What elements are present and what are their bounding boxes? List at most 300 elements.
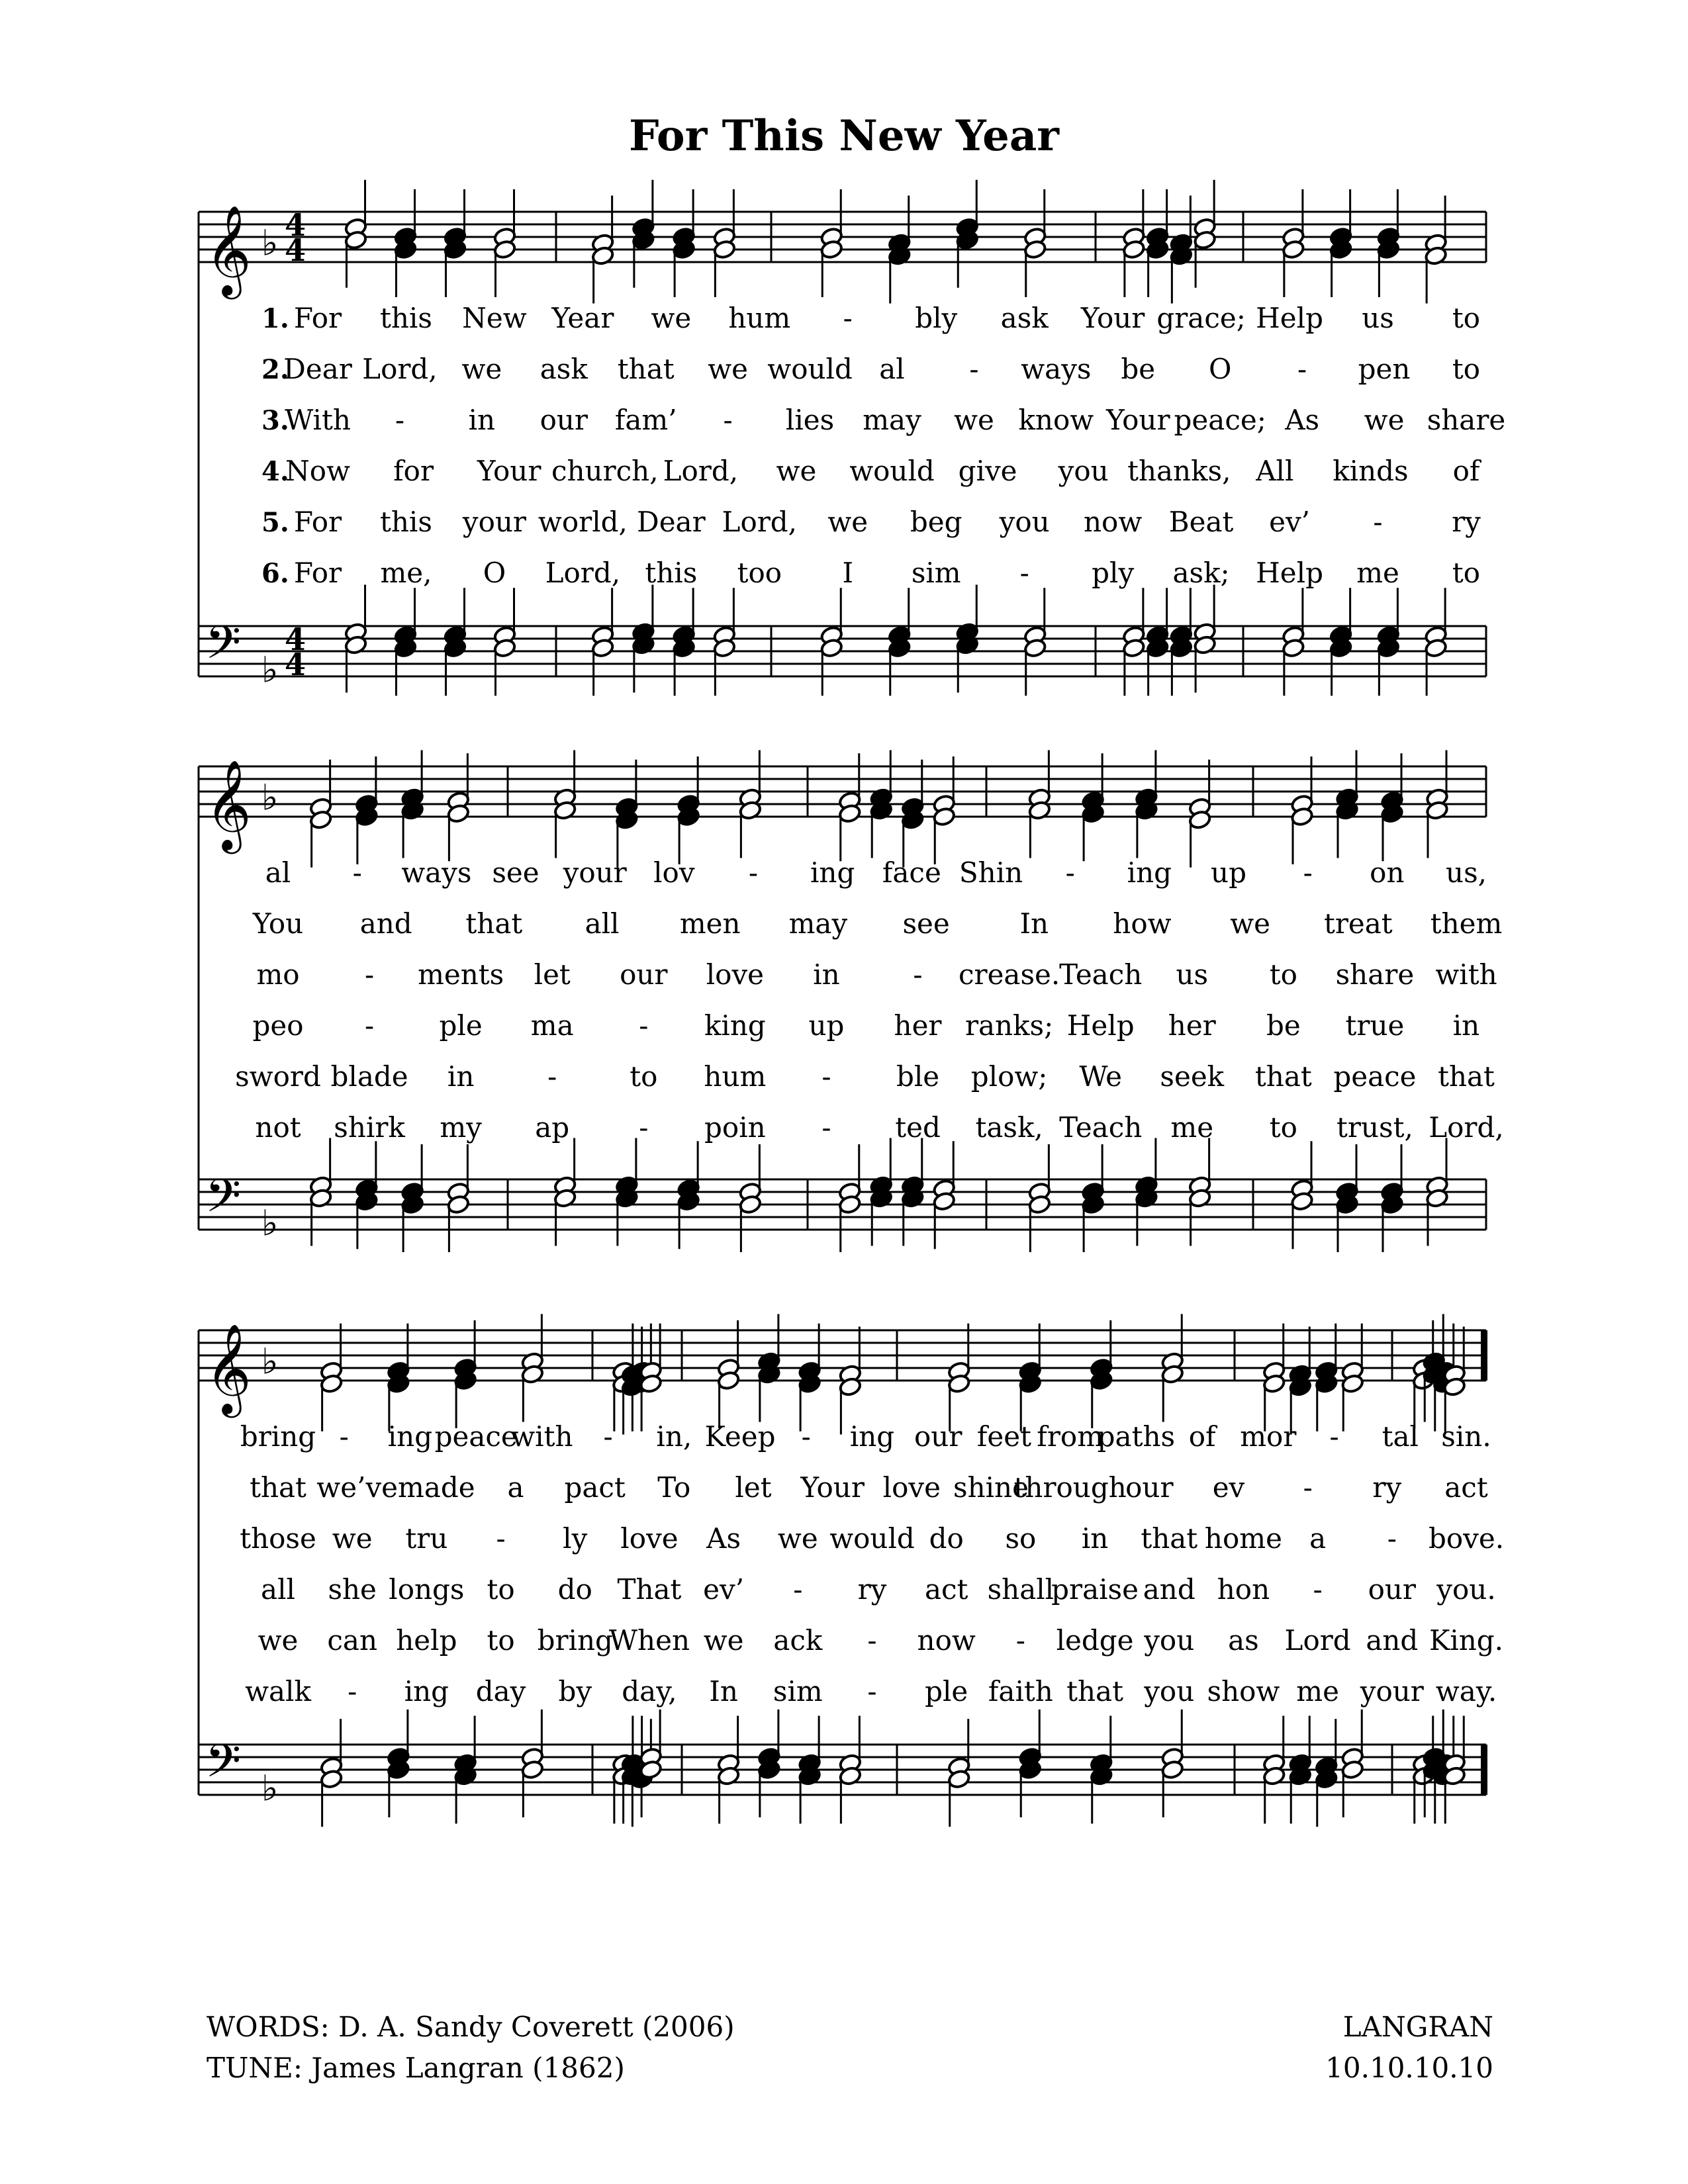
bass-note: [1282, 638, 1305, 696]
bass-note: [1380, 1195, 1404, 1252]
lyric-hyphen: -: [1065, 856, 1075, 889]
time-signature-upper: 4: [285, 621, 306, 657]
verse-number: 2.: [261, 354, 289, 385]
lyric-hyphen: -: [843, 302, 853, 334]
final-barline: [1481, 1745, 1487, 1795]
lyric-syllable: to: [1452, 302, 1481, 334]
bass-clef-icon: 𝄢: [205, 1734, 242, 1799]
lyric-syllable: my: [440, 1111, 482, 1144]
tenor-note: [1335, 1144, 1359, 1202]
tenor-note: [1424, 588, 1448, 645]
lyric-syllable: Shin: [959, 856, 1023, 889]
alto-note: [1193, 230, 1217, 287]
lyric-syllable: ry: [857, 1573, 887, 1606]
bass-note: [400, 1195, 424, 1252]
tenor-note: [1160, 1709, 1184, 1767]
lyric-syllable: O: [483, 557, 506, 589]
lyric-syllable: may: [788, 907, 848, 940]
lyric-syllable: day: [475, 1675, 526, 1707]
tenor-note: [955, 585, 979, 643]
lyric-syllable: Help: [1256, 302, 1323, 334]
lyric-syllable: that: [1254, 1060, 1312, 1093]
alto-note: [677, 807, 700, 864]
lyric-syllable: would: [849, 455, 935, 487]
tenor-note: [820, 588, 843, 645]
alto-note: [672, 240, 696, 297]
alto-note: [869, 800, 893, 858]
soprano-note: [1262, 1324, 1286, 1381]
tenor-note: [672, 588, 696, 645]
soprano-note: [717, 1320, 741, 1378]
tenor-note: [591, 588, 615, 645]
lyric-syllable: we: [954, 404, 994, 436]
soprano-note: [677, 756, 700, 814]
lyric-syllable: we: [827, 506, 868, 538]
lyric-syllable: feet: [976, 1420, 1032, 1453]
lyric-hyphen: -: [496, 1522, 506, 1555]
lyric-syllable: would: [829, 1522, 915, 1555]
lyric-syllable: we: [651, 302, 692, 334]
lyric-syllable: you: [999, 506, 1050, 538]
alto-note: [739, 800, 763, 858]
key-signature-flat: ♭: [261, 1340, 279, 1383]
lyric-syllable: ev: [1212, 1471, 1245, 1504]
lyric-syllable: us: [1362, 302, 1394, 334]
lyric-syllable: do: [557, 1573, 592, 1606]
tenor-note: [1170, 588, 1194, 645]
lyric-syllable: hum: [704, 1060, 767, 1093]
bass-note: [1315, 1769, 1338, 1827]
tenor-note: [869, 1138, 893, 1196]
lyric-syllable: ev’: [703, 1573, 745, 1606]
lyric-syllable: do: [929, 1522, 964, 1555]
lyric-syllable: sim: [911, 557, 961, 589]
lyric-syllable: on: [1370, 856, 1405, 889]
lyric-hyphen: -: [1019, 557, 1029, 589]
lyric-hyphen: -: [793, 1573, 803, 1606]
lyric-syllable: too: [737, 557, 782, 589]
lyric-syllable: ing: [849, 1420, 895, 1453]
tenor-note: [901, 1138, 925, 1196]
lyric-syllable: we: [258, 1624, 299, 1657]
lyric-syllable: up: [808, 1009, 845, 1042]
lyric-hyphen: -: [821, 1060, 831, 1093]
lyric-syllable: Dear: [283, 353, 352, 385]
soprano-note: [493, 189, 517, 247]
tenor-note: [888, 588, 912, 645]
lyric-syllable: this: [380, 302, 432, 334]
lyric-syllable: ry: [1372, 1471, 1402, 1504]
lyric-syllable: Your: [1106, 404, 1170, 436]
time-signature-lower: 4: [285, 232, 306, 268]
alto-note: [1146, 240, 1170, 297]
lyric-syllable: know: [1018, 404, 1094, 436]
lyric-syllable: bring: [240, 1420, 316, 1453]
lyric-syllable: to: [1269, 958, 1297, 991]
alto-note: [394, 240, 418, 297]
soprano-note: [1081, 753, 1105, 811]
final-barline: [1481, 1330, 1487, 1381]
lyric-syllable: O: [1208, 353, 1232, 385]
lyric-syllable: al: [265, 856, 291, 889]
bass-note: [355, 1191, 379, 1249]
lyric-syllable: seek: [1160, 1060, 1225, 1093]
bass-note: [1018, 1760, 1042, 1817]
lyric-syllable: we: [708, 353, 749, 385]
lyric-syllable: in: [1081, 1522, 1109, 1555]
soprano-note: [932, 756, 956, 814]
lyric-hyphen: -: [1303, 1471, 1313, 1504]
lyric-syllable: fam’: [614, 404, 677, 436]
lyric-syllable: hum: [728, 302, 791, 334]
lyric-hyphen: -: [801, 1420, 811, 1453]
lyric-syllable: sword: [235, 1060, 321, 1093]
lyric-syllable: show: [1207, 1675, 1280, 1707]
lyric-syllable: As: [706, 1522, 741, 1555]
lyric-syllable: in: [1452, 1009, 1480, 1042]
lyric-syllable: sim: [773, 1675, 823, 1707]
bass-note: [888, 638, 912, 696]
tenor-note: [1146, 588, 1170, 645]
bass-note: [1335, 1195, 1359, 1252]
lyric-syllable: ma: [530, 1009, 574, 1042]
lyric-syllable: not: [255, 1111, 301, 1144]
lyric-syllable: tru: [405, 1522, 448, 1555]
lyric-syllable: Your: [1080, 302, 1145, 334]
lyric-syllable: that: [1438, 1060, 1495, 1093]
lyric-syllable: shall: [987, 1573, 1055, 1606]
bass-note: [677, 1191, 700, 1249]
lyric-syllable: that: [465, 907, 523, 940]
lyric-syllable: lov: [653, 856, 695, 889]
lyric-hyphen: -: [1297, 353, 1307, 385]
lyric-syllable: ple: [925, 1675, 968, 1707]
alto-note: [1282, 240, 1305, 297]
lyric-syllable: be: [1266, 1009, 1301, 1042]
lyric-syllable: mo: [256, 958, 300, 991]
lyric-syllable: she: [328, 1573, 377, 1606]
lyric-syllable: we: [776, 455, 817, 487]
soprano-note: [309, 760, 333, 817]
lyric-hyphen: -: [969, 353, 979, 385]
verse-number: 5.: [261, 507, 289, 538]
alto-note: [355, 807, 379, 864]
alto-note: [1425, 800, 1449, 858]
bass-note: [493, 638, 517, 696]
lyric-syllable: of: [1188, 1420, 1216, 1453]
lyric-hyphen: -: [364, 958, 375, 991]
verse-number: 1.: [261, 303, 289, 334]
lyric-syllable: we: [461, 353, 502, 385]
lyric-syllable: grace;: [1156, 302, 1246, 334]
lyric-hyphen: -: [352, 856, 362, 889]
soprano-note: [1018, 1324, 1042, 1381]
lyric-syllable: may: [863, 404, 921, 436]
lyric-syllable: tal: [1382, 1420, 1419, 1453]
lyric-syllable: we’ve: [316, 1471, 399, 1504]
soprano-note: [1188, 760, 1212, 817]
alto-note: [444, 240, 467, 297]
alto-note: [955, 230, 979, 287]
lyric-syllable: we: [332, 1522, 373, 1555]
lyric-syllable: love: [620, 1522, 679, 1555]
alto-note: [309, 809, 333, 867]
lyric-syllable: Dear: [637, 506, 706, 538]
lyric-syllable: we: [777, 1522, 818, 1555]
lyric-syllable: in: [468, 404, 496, 436]
lyric-syllable: Lord: [1284, 1624, 1351, 1657]
bass-note: [947, 1769, 971, 1827]
lyric-syllable: pact: [564, 1471, 626, 1504]
tenor-note: [447, 1144, 471, 1202]
soprano-note: [1329, 189, 1353, 247]
treble-clef-icon: 𝄞: [205, 1322, 252, 1414]
bass-note: [1170, 638, 1194, 696]
bass-note: [447, 1195, 471, 1252]
lyric-syllable: ments: [418, 958, 504, 991]
lyric-syllable: For: [293, 557, 342, 589]
lyric-syllable: share: [1427, 404, 1506, 436]
lyric-syllable: paths: [1097, 1420, 1176, 1453]
soprano-note: [344, 180, 368, 238]
tenor-note: [1188, 1138, 1212, 1196]
soprano-note: [1340, 1324, 1364, 1381]
page-title: For This New Year: [628, 111, 1060, 161]
bass-note: [757, 1760, 781, 1817]
lyric-syllable: That: [617, 1573, 682, 1606]
lyric-syllable: them: [1430, 907, 1503, 940]
lyric-syllable: see: [902, 907, 950, 940]
alto-note: [757, 1364, 781, 1422]
lyric-syllable: me,: [380, 557, 432, 589]
soprano-note: [672, 189, 696, 247]
lyric-syllable: blade: [330, 1060, 408, 1093]
lyric-syllable: for: [393, 455, 434, 487]
lyric-syllable: that: [250, 1471, 306, 1504]
alto-note: [1188, 809, 1212, 867]
lyric-syllable: our: [914, 1420, 962, 1453]
alto-note: [1290, 807, 1314, 864]
bass-note: [1329, 638, 1353, 696]
lyric-syllable: Lord,: [362, 353, 438, 385]
alto-note: [453, 1371, 477, 1428]
tenor-note: [1315, 1719, 1338, 1776]
lyric-syllable: Beat: [1168, 506, 1234, 538]
lyric-syllable: you: [1144, 1624, 1195, 1657]
lyric-hyphen: -: [723, 404, 733, 436]
lyric-syllable: this: [645, 557, 698, 589]
lyric-syllable: love: [706, 958, 765, 991]
alto-note: [493, 240, 517, 297]
soprano-note: [1193, 180, 1217, 238]
lyric-syllable: in: [447, 1060, 475, 1093]
soprano-note: [444, 189, 467, 247]
lyric-syllable: In: [1019, 907, 1049, 940]
lyric-hyphen: -: [348, 1675, 357, 1707]
alto-note: [1160, 1364, 1184, 1422]
alto-note: [1377, 240, 1401, 297]
lyric-syllable: we: [703, 1624, 744, 1657]
lyric-syllable: shine: [953, 1471, 1029, 1504]
lyric-syllable: give: [958, 455, 1017, 487]
lyric-syllable: love: [882, 1471, 941, 1504]
lyric-syllable: To: [657, 1471, 691, 1504]
tune-name: LANGRAN: [1342, 2011, 1493, 2043]
lyric-syllable: let: [735, 1471, 772, 1504]
alto-note: [1340, 1373, 1364, 1431]
lyric-syllable: mor: [1240, 1420, 1297, 1453]
lyric-hyphen: -: [639, 1009, 649, 1042]
alto-note: [1028, 800, 1052, 858]
soprano-note: [615, 760, 639, 817]
lyric-syllable: and: [1366, 1624, 1419, 1657]
lyric-syllable: see: [492, 856, 539, 889]
lyric-syllable: King.: [1429, 1624, 1504, 1657]
lyric-syllable: longs: [389, 1573, 465, 1606]
tenor-note: [713, 588, 737, 645]
lyric-syllable: ry: [1452, 506, 1481, 538]
lyric-syllable: crease.: [958, 958, 1060, 991]
lyric-syllable: to: [1452, 557, 1481, 589]
tenor-note: [1340, 1709, 1364, 1767]
verse-number: 4.: [261, 456, 289, 487]
tenor-note: [632, 585, 655, 643]
lyric-syllable: thanks,: [1127, 455, 1231, 487]
bass-note: [932, 1191, 956, 1249]
tenor-note: [1377, 588, 1401, 645]
lyric-syllable: poin: [704, 1111, 766, 1144]
bass-note: [739, 1195, 763, 1252]
tenor-note: [355, 1141, 379, 1199]
bass-note: [838, 1195, 862, 1252]
lyric-syllable: For: [293, 302, 342, 334]
lyric-syllable: Your: [800, 1471, 865, 1504]
lyric-syllable: ble: [896, 1060, 940, 1093]
tenor-note: [1193, 585, 1217, 643]
soprano-note: [955, 180, 979, 238]
key-signature-flat: ♭: [261, 1202, 279, 1244]
alto-note: [447, 803, 471, 861]
lyric-syllable: peace: [434, 1420, 518, 1453]
lyric-syllable: ing: [404, 1675, 449, 1707]
lyric-syllable: Your: [477, 455, 541, 487]
lyric-hyphen: -: [547, 1060, 557, 1093]
alto-note: [717, 1371, 741, 1428]
soprano-note: [320, 1324, 344, 1381]
lyric-syllable: that: [617, 353, 675, 385]
lyric-syllable: We: [1079, 1060, 1122, 1093]
lyric-syllable: Year: [551, 302, 614, 334]
lyric-hyphen: -: [395, 404, 405, 436]
tenor-note: [757, 1709, 781, 1767]
bass-note: [320, 1769, 344, 1827]
alto-note: [1170, 246, 1194, 303]
lyric-syllable: how: [1113, 907, 1172, 940]
lyric-syllable: ing: [387, 1420, 433, 1453]
tenor-note: [387, 1709, 410, 1767]
lyric-syllable: you: [1144, 1675, 1195, 1707]
lyric-syllable: al: [879, 353, 905, 385]
lyric-syllable: ap: [535, 1111, 570, 1144]
lyric-syllable: your: [462, 506, 526, 538]
lyric-syllable: be: [1121, 353, 1156, 385]
tenor-note: [932, 1141, 956, 1199]
tenor-note: [1282, 588, 1305, 645]
lyric-syllable: peo: [252, 1009, 304, 1042]
lyric-hyphen: -: [913, 958, 923, 991]
lyric-syllable: her: [1168, 1009, 1216, 1042]
lyric-syllable: in,: [656, 1420, 692, 1453]
lyric-hyphen: -: [603, 1420, 613, 1453]
lyric-syllable: For: [293, 506, 342, 538]
lyric-syllable: through: [1013, 1471, 1127, 1504]
alto-note: [1380, 803, 1404, 861]
lyric-syllable: Help: [1066, 1009, 1135, 1042]
lyric-hyphen: -: [821, 1111, 831, 1144]
lyric-syllable: task,: [975, 1111, 1043, 1144]
lyric-syllable: kinds: [1333, 455, 1409, 487]
alto-note: [344, 230, 368, 287]
tenor-note: [521, 1709, 545, 1767]
lyric-syllable: plow;: [970, 1060, 1048, 1093]
lyric-syllable: bove.: [1428, 1522, 1505, 1555]
lyric-syllable: us,: [1446, 856, 1487, 889]
lyric-syllable: by: [558, 1675, 592, 1707]
lyric-syllable: our: [1368, 1573, 1417, 1606]
lyric-syllable: as: [1228, 1624, 1259, 1657]
bass-note: [444, 638, 467, 696]
lyric-hyphen: -: [639, 1111, 649, 1144]
alto-note: [932, 807, 956, 864]
lyric-syllable: your: [1360, 1675, 1424, 1707]
bass-clef-icon: 𝄢: [205, 615, 242, 680]
tenor-note: [1018, 1709, 1042, 1767]
lyric-hyphen: -: [364, 1009, 375, 1042]
key-signature-flat: ♭: [261, 649, 279, 691]
tenor-note: [493, 588, 517, 645]
lyric-syllable: Teach: [1059, 1111, 1143, 1144]
lyric-syllable: all: [261, 1573, 295, 1606]
lyric-syllable: In: [709, 1675, 738, 1707]
lyric-hyphen: -: [339, 1420, 349, 1453]
lyric-syllable: pen: [1358, 353, 1411, 385]
treble-clef-icon: 𝄞: [205, 758, 252, 850]
lyric-syllable: peace;: [1174, 404, 1266, 436]
lyric-syllable: of: [1452, 455, 1480, 487]
lyric-syllable: help: [396, 1624, 457, 1657]
lyric-syllable: those: [240, 1522, 316, 1555]
lyric-hyphen: -: [1313, 1573, 1323, 1606]
words-credit: WORDS: D. A. Sandy Coverett (2006): [207, 2011, 735, 2043]
soprano-note: [901, 760, 925, 817]
lyric-syllable: men: [679, 907, 741, 940]
lyric-syllable: our: [620, 958, 668, 991]
lyric-syllable: now: [1084, 506, 1143, 538]
lyric-syllable: ranks;: [964, 1009, 1054, 1042]
lyric-syllable: ask: [539, 353, 588, 385]
lyric-syllable: true: [1345, 1009, 1405, 1042]
tenor-note: [444, 588, 467, 645]
lyric-syllable: ly: [563, 1522, 588, 1555]
tenor-note: [320, 1719, 344, 1776]
lyric-syllable: Lord,: [663, 455, 739, 487]
lyric-syllable: beg: [910, 506, 962, 538]
lyric-hyphen: -: [1329, 1420, 1339, 1453]
lyric-syllable: ply: [1092, 557, 1135, 589]
lyric-syllable: up: [1211, 856, 1246, 889]
lyric-syllable: ev’: [1269, 506, 1311, 538]
lyric-syllable: church,: [551, 455, 659, 487]
